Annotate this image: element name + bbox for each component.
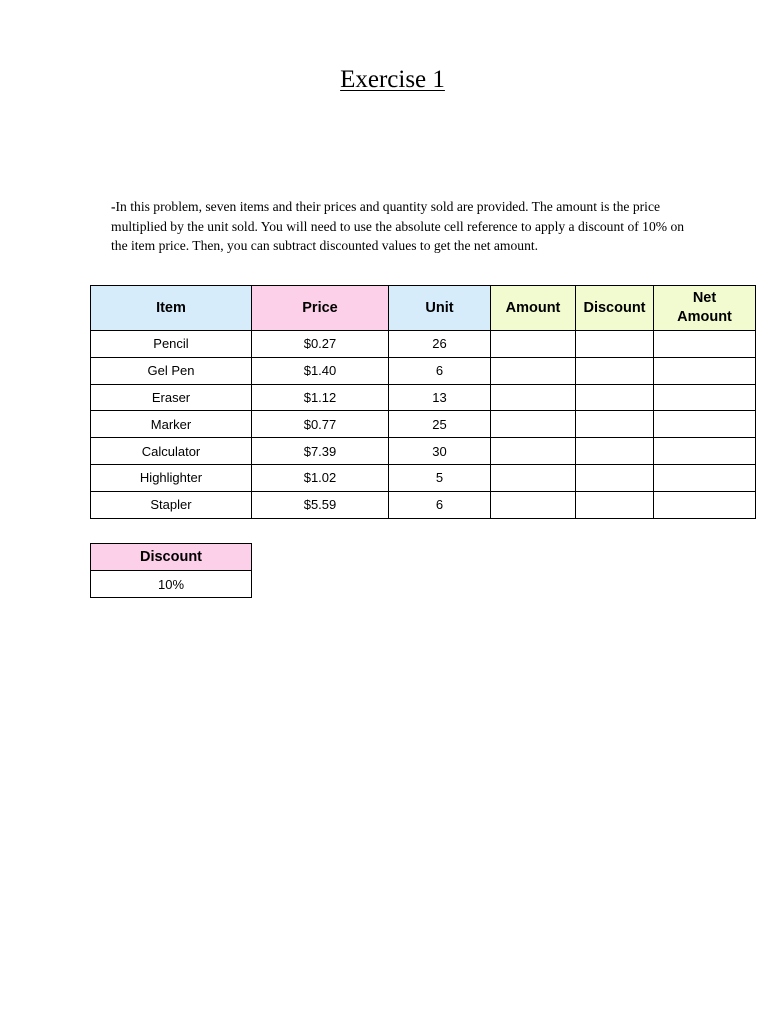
cell-unit[interactable]: 13: [389, 384, 491, 411]
cell-price[interactable]: $0.27: [252, 331, 389, 358]
instructions-text: In this problem, seven items and their prices and quantity sold are provided. The amount is the price multiplied by the unit sold. You will need to use the absolute cell reference to apply a discount of 10% on the item price. Then, you can subtract discounted values to get the net amount.: [111, 199, 685, 254]
cell-discount[interactable]: [576, 384, 654, 411]
cell-item[interactable]: Stapler: [91, 491, 252, 518]
table-row: [91, 411, 756, 438]
header-discount: Discount: [576, 286, 654, 331]
cell-price[interactable]: $1.02: [252, 464, 389, 491]
cell-net[interactable]: [654, 411, 756, 438]
cell-unit[interactable]: 6: [389, 491, 491, 518]
cell-discount[interactable]: [576, 357, 654, 384]
cell-discount[interactable]: [576, 491, 654, 518]
discount-value-row: [91, 571, 252, 598]
cell-item[interactable]: Gel Pen: [91, 357, 252, 384]
cell-amount[interactable]: [491, 384, 576, 411]
instructions-paragraph: [111, 197, 701, 256]
cell-net[interactable]: [654, 331, 756, 358]
discount-value-cell[interactable]: 10%: [91, 571, 252, 598]
cell-net[interactable]: [654, 464, 756, 491]
cell-item[interactable]: Calculator: [91, 438, 252, 465]
discount-header-row: [91, 544, 252, 571]
cell-discount[interactable]: [576, 438, 654, 465]
cell-unit[interactable]: 30: [389, 438, 491, 465]
header-net-line2: Amount: [677, 309, 732, 325]
table-row: [91, 384, 756, 411]
cell-price[interactable]: $7.39: [252, 438, 389, 465]
table-header-row: [91, 286, 756, 331]
header-item: Item: [91, 286, 252, 331]
cell-price[interactable]: $1.12: [252, 384, 389, 411]
items-table: [90, 285, 756, 519]
cell-item[interactable]: Marker: [91, 411, 252, 438]
header-net-line1: Net: [692, 290, 717, 306]
cell-amount[interactable]: [491, 491, 576, 518]
cell-net[interactable]: [654, 491, 756, 518]
header-unit: Unit: [389, 286, 491, 331]
cell-amount[interactable]: [491, 438, 576, 465]
cell-discount[interactable]: [576, 411, 654, 438]
table-row: [91, 438, 756, 465]
cell-amount[interactable]: [491, 464, 576, 491]
cell-item[interactable]: Highlighter: [91, 464, 252, 491]
table-row: [91, 464, 756, 491]
cell-unit[interactable]: 26: [389, 331, 491, 358]
header-net-amount: [654, 286, 756, 331]
cell-net[interactable]: [654, 357, 756, 384]
cell-unit[interactable]: 25: [389, 411, 491, 438]
cell-unit[interactable]: 6: [389, 357, 491, 384]
discount-header: Discount: [91, 544, 252, 571]
cell-price[interactable]: $5.59: [252, 491, 389, 518]
header-amount: Amount: [491, 286, 576, 331]
cell-net[interactable]: [654, 438, 756, 465]
cell-price[interactable]: $1.40: [252, 357, 389, 384]
cell-net[interactable]: [654, 384, 756, 411]
cell-amount[interactable]: [491, 411, 576, 438]
page-title: Exercise 1: [340, 66, 445, 93]
cell-item[interactable]: Pencil: [91, 331, 252, 358]
cell-discount[interactable]: [576, 464, 654, 491]
cell-item[interactable]: Eraser: [91, 384, 252, 411]
header-price: Price: [252, 286, 389, 331]
cell-unit[interactable]: 5: [389, 464, 491, 491]
cell-amount[interactable]: [491, 357, 576, 384]
discount-table: [90, 543, 252, 598]
cell-amount[interactable]: [491, 331, 576, 358]
cell-discount[interactable]: [576, 331, 654, 358]
table-row: [91, 491, 756, 518]
table-row: [91, 331, 756, 358]
cell-price[interactable]: $0.77: [252, 411, 389, 438]
instructions-lead: -: [111, 199, 116, 214]
table-row: [91, 357, 756, 384]
